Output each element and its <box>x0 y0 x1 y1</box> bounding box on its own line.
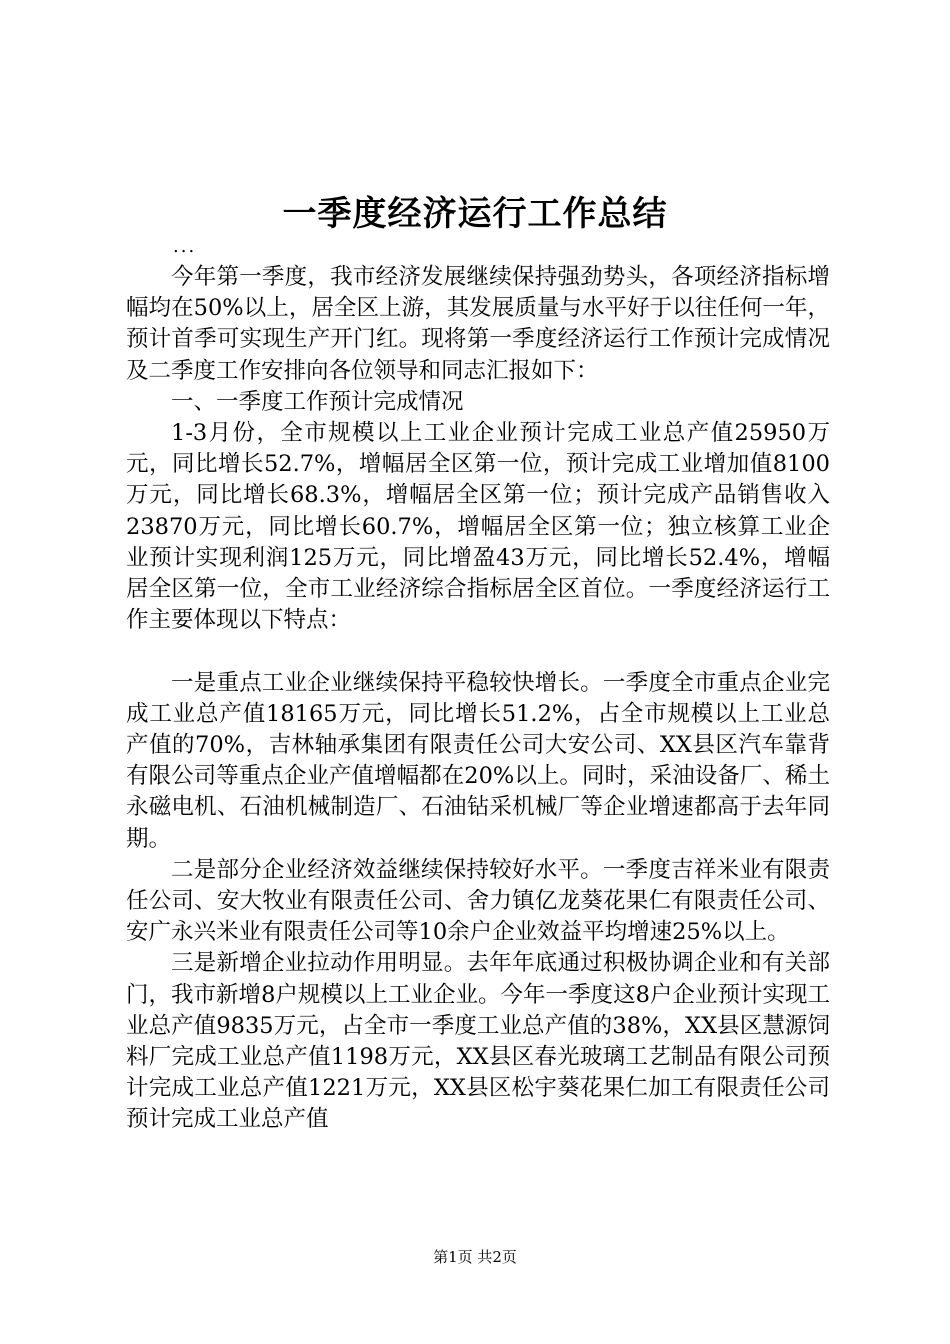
point-two-paragraph: 二是部分企业经济效益继续保持较好水平。一季度吉祥米业有限责任公司、安大牧业有限责任公司、舍力镇亿龙葵花果仁有限责任公司、安广永兴米业有限责任公司等10余户企业效益平均增速25%以上。 <box>126 856 830 946</box>
summary-paragraph: 1-3月份，全市规模以上工业企业预计完成工业总产值25950万元，同比增长52.7%，增幅居全区第一位，预计完成工业增加值8100万元，同比增长68.3%，增幅居全区第一位；预计完成产品销售收入23870万元，同比增长60.7%，增幅居全区第一位；独立核算工业企业预计实现利润125万元，同比增盈43万元，同比增长52.4%，增幅居全区第一位，全市工业经济综合指标居全区首位。一季度经济运行工作主要体现以下特点： <box>126 420 830 634</box>
paragraph-spacer <box>126 636 830 667</box>
document-title: 一季度经济运行工作总结 <box>282 194 668 234</box>
intro-paragraph: 今年第一季度，我市经济发展继续保持强劲势头，各项经济指标增幅均在50%以上，居全区上游，其发展质量与水平好于以往任何一年，预计首季可实现生产开门红。现将第一季度经济运行工作预计完成情况及二季度工作安排向各位领导和同志汇报如下： <box>126 264 830 384</box>
document-body <box>126 262 830 1136</box>
page-footer: 第1页 共2页 <box>433 1248 517 1266</box>
section-heading: 一、一季度工作预计完成情况 <box>171 388 464 415</box>
point-one-paragraph: 一是重点工业企业继续保持平稳较快增长。一季度全市重点企业完成工业总产值18165万元，同比增长51.2%，占全市规模以上工业总产值的70%，吉林轴承集团有限责任公司大安公司、XX县区汽车靠背有限公司等重点企业产值增幅都在20%以上。同时，采油设备厂、稀土永磁电机、石油机械制造厂、石油钻采机械厂等企业增速都高于去年同期。 <box>126 669 830 852</box>
point-three-paragraph: 三是新增企业拉动作用明显。去年年底通过积极协调企业和有关部门，我市新增8户规模以上工业企业。今年一季度这8户企业预计实现工业总产值9835万元，占全市一季度工业总产值的38%，XX县区慧源饲料厂完成工业总产值1198万元，XX县区春光玻璃工艺制品有限公司预计完成工业总产值1221万元，XX县区松宇葵花果仁加工有限责任公司预计完成工业总产值 <box>126 950 830 1133</box>
ellipsis-marker: ... <box>173 236 197 257</box>
